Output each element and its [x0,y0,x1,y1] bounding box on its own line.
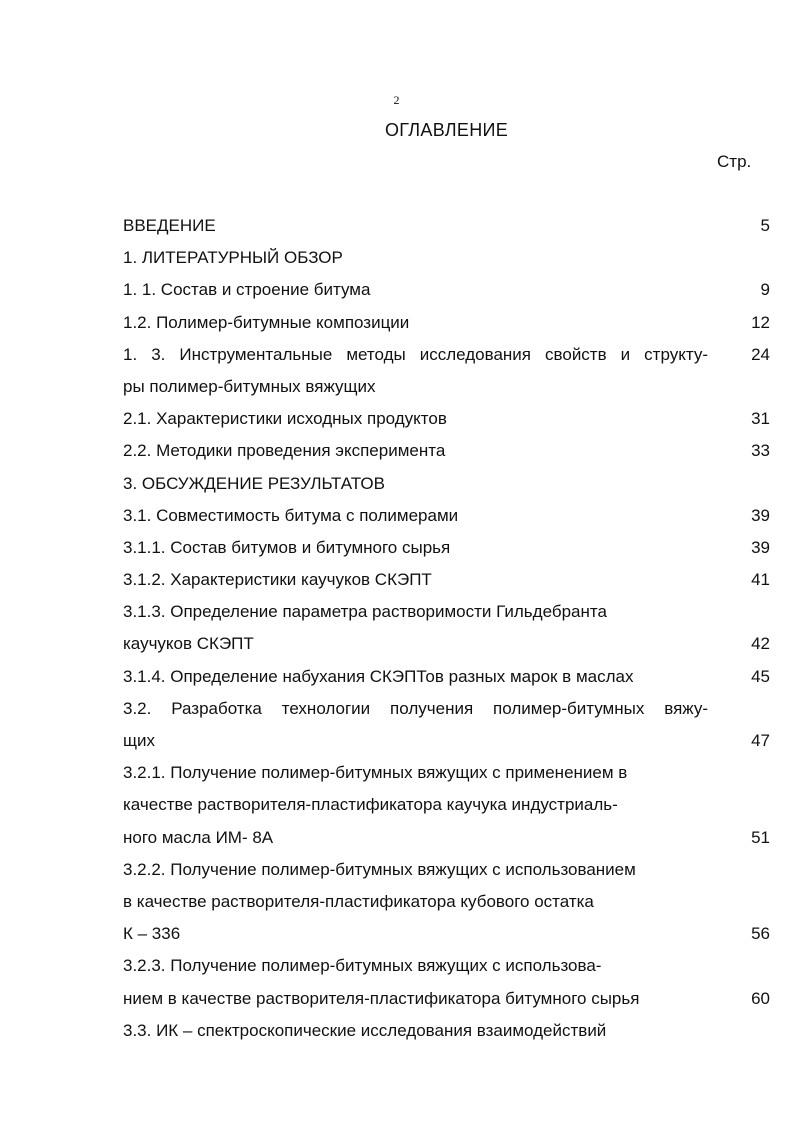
toc-entry-page: 56 [751,924,770,944]
toc-entry-title: 2.1. Характеристики исходных продуктов [123,409,447,429]
toc-entry [123,725,770,757]
toc-entry-title: качестве растворителя-пластификатора каучука индустриаль- [123,795,618,815]
toc-entry-page: 41 [751,570,770,590]
toc-entry [123,918,770,950]
toc-entry-page: 42 [751,634,770,654]
toc-entry [123,500,770,532]
toc-entry-page: 9 [760,280,770,300]
toc-entry [123,274,770,306]
toc-entry [123,435,770,467]
toc-entry-page: 39 [751,537,770,557]
toc-entry-title: 1. 1. Состав и строение битума [123,280,371,300]
toc-entry [123,210,770,242]
toc-entry [123,757,770,789]
toc-entry-title: 1. 3. Инструментальные методы исследования свойств и структу- [123,344,708,364]
toc-entry [123,661,770,693]
toc-entry-title: 3.1.3. Определение параметра растворимости Гильдебранта [123,602,607,622]
toc-entry [123,371,770,403]
toc-entry-title: 3.2.2. Получение полимер-битумных вяжущих с использованием [123,859,636,879]
toc-entry-page: 31 [751,409,770,429]
table-of-contents [123,210,770,1047]
toc-entry-title: 2.2. Методики проведения эксперимента [123,441,446,461]
page-number: 2 [393,93,400,107]
toc-entry-title: 3.1.1. Состав битумов и битумного сырья [123,537,451,557]
toc-entry [123,596,770,628]
toc-entry [123,307,770,339]
toc-entry-page: 12 [751,312,770,332]
toc-entry [123,242,770,274]
toc-entry-page: 47 [751,731,770,750]
toc-entry-title: 3.1. Совместимость битума с полимерами [123,505,459,525]
toc-entry-title: 3.1.2. Характеристики каучуков СКЭПТ [123,570,432,590]
toc-entry [123,950,770,982]
toc-entry-title: нием в качестве растворителя-пластификатора битумного сырья [123,988,640,1008]
toc-entry-title: 3.2. Разработка технологии получения полимер-битумных вяжу- [123,698,708,718]
toc-entry-page: 45 [751,666,770,686]
toc-entry-title: щих [123,731,155,750]
toc-entry [123,854,770,886]
toc-entry-title: в качестве растворителя-пластификатора кубового остатка [123,891,594,911]
toc-entry-page: 5 [760,216,770,235]
toc-entry-title: 3. ОБСУЖДЕНИЕ РЕЗУЛЬТАТОВ [123,473,385,493]
toc-entry-title: 3.2.1. Получение полимер-битумных вяжущих с применением в [123,763,628,783]
toc-entry-title: 3.2.3. Получение полимер-битумных вяжущих с использова- [123,956,602,976]
toc-entry [123,983,770,1015]
toc-entry-title: ры полимер-битумных вяжущих [123,376,376,396]
toc-entry-page: 51 [751,827,770,847]
toc-entry-title: 3.3. ИК – спектроскопические исследования взаимодействий [123,1020,607,1040]
toc-entry [123,339,770,371]
toc-entry [123,1015,770,1047]
toc-entry [123,693,770,725]
toc-entry-title: каучуков СКЭПТ [123,634,254,654]
toc-entry-title: ного масла ИМ- 8А [123,827,274,847]
toc-entry [123,628,770,660]
toc-entry [123,789,770,821]
toc-entry-title: 1.2. Полимер-битумные композиции [123,312,410,332]
toc-entry [123,468,770,500]
toc-entry [123,564,770,596]
toc-entry-page: 60 [751,988,770,1008]
toc-entry-title: К – 336 [123,924,181,944]
toc-entry-title: 3.1.4. Определение набухания СКЭПТов разных марок в маслах [123,666,634,686]
toc-entry [123,403,770,435]
toc-entry-page: 24 [751,344,770,364]
toc-entry [123,532,770,564]
page-column-label: Стр. [717,152,752,171]
toc-entry [123,886,770,918]
page-title: ОГЛАВЛЕНИЕ [384,120,509,140]
toc-entry-title: 1. ЛИТЕРАТУРНЫЙ ОБЗОР [123,248,343,268]
toc-entry-page: 39 [751,505,770,525]
toc-entry-page: 33 [751,441,770,461]
toc-entry [123,822,770,854]
toc-entry-title: ВВЕДЕНИЕ [123,216,216,235]
